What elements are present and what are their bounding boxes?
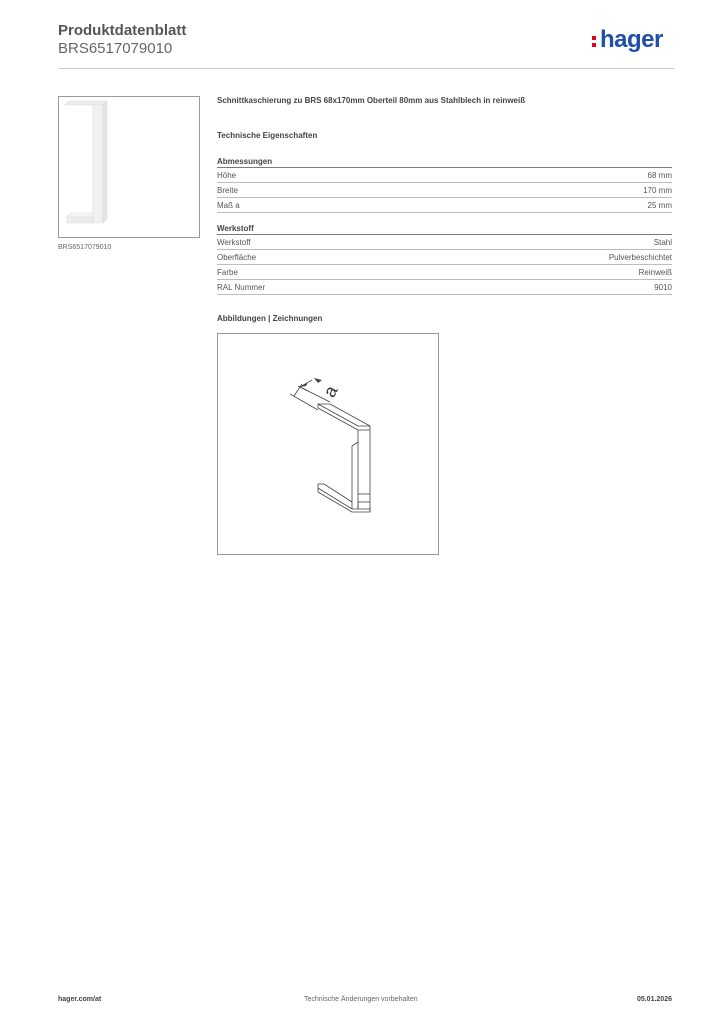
table-row [217, 234, 672, 250]
row-label: Maß a [217, 200, 240, 210]
row-label: Oberfläche [217, 252, 257, 262]
footer-date: 05.01.2026 [636, 996, 672, 1003]
table-row [217, 183, 672, 198]
product-thumbnail-image [59, 97, 201, 239]
row-label: Höhe [217, 170, 237, 180]
technical-drawing-image [218, 334, 440, 556]
hager-logo [592, 26, 674, 56]
header-divider [58, 68, 674, 69]
table-row [217, 250, 672, 265]
table-row [217, 265, 672, 280]
material-table [217, 234, 672, 295]
dimension-label-a: a [319, 382, 342, 401]
product-description: Schnittkaschierung zu BRS 68x170mm Oberteil 80mm aus Stahlblech in reinweiß [217, 96, 526, 105]
row-label: RAL Nummer [217, 282, 266, 292]
dimensions-table [217, 167, 672, 213]
product-thumbnail [58, 96, 200, 238]
technical-drawing [217, 333, 439, 555]
row-value: Reinweiß [638, 267, 672, 277]
logo-dot-icon [592, 43, 596, 47]
row-label: Werkstoff [217, 237, 251, 247]
footer-notice: Technische Änderungen vorbehalten [304, 996, 418, 1003]
row-value: 68 mm [647, 170, 672, 180]
row-value: Stahl [653, 237, 672, 247]
row-value: 170 mm [643, 185, 672, 195]
page-title: Produktdatenblatt [58, 22, 187, 39]
row-label: Farbe [217, 267, 238, 277]
material-heading: Werkstoff [217, 224, 254, 233]
table-row [217, 167, 672, 183]
table-row [217, 280, 672, 295]
dimensions-heading: Abmessungen [217, 157, 273, 166]
table-row [217, 198, 672, 213]
logo-text: hager [600, 26, 663, 53]
row-label: Breite [217, 185, 238, 195]
tech-properties-heading: Technische Eigenschaften [217, 131, 318, 140]
row-value: 9010 [654, 282, 672, 292]
product-code: BRS6517079010 [58, 40, 173, 57]
footer-website[interactable]: hager.com/at [58, 996, 102, 1003]
row-value: 25 mm [647, 200, 672, 210]
logo-dot-icon [592, 36, 596, 40]
row-value: Pulverbeschichtet [608, 252, 672, 262]
thumbnail-caption: BRS6517079010 [58, 244, 112, 251]
figures-heading: Abbildungen | Zeichnungen [217, 314, 323, 323]
